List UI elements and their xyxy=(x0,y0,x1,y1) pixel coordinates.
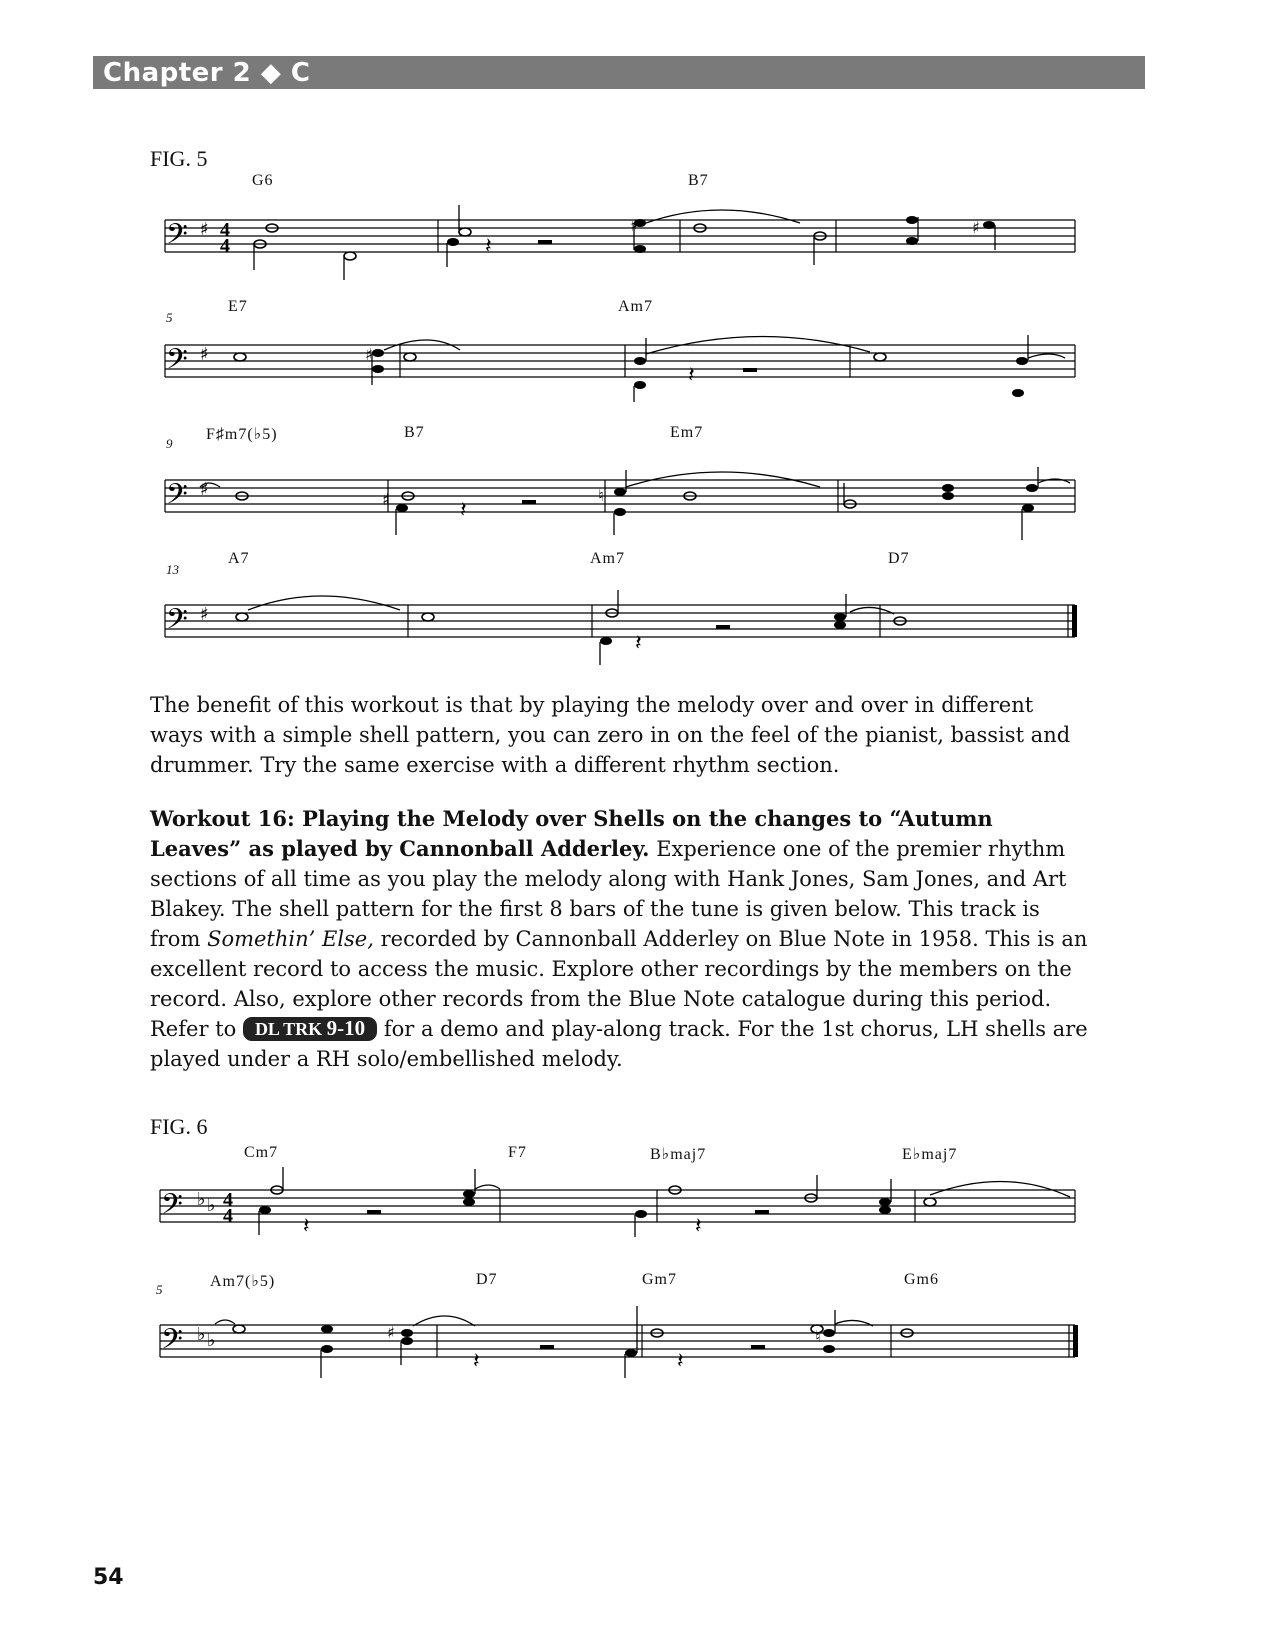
svg-text:4: 4 xyxy=(223,1205,233,1227)
measure-number: 9 xyxy=(166,436,173,451)
svg-text:𝄽: 𝄽 xyxy=(695,1214,702,1239)
chord-label: Cm7 xyxy=(244,1144,279,1161)
badge-prefix: DL TRK xyxy=(254,1019,323,1039)
svg-text:4: 4 xyxy=(223,1189,233,1211)
svg-text:𝄢: 𝄢 xyxy=(161,1188,183,1228)
svg-text:♯: ♯ xyxy=(382,490,390,509)
body-text xyxy=(150,690,1090,780)
badge-track-number: 9-10 xyxy=(326,1016,366,1040)
svg-text:♮: ♮ xyxy=(815,1327,821,1346)
chord-label: F7 xyxy=(508,1144,527,1161)
svg-text:𝄽: 𝄽 xyxy=(460,498,467,523)
svg-text:𝄽: 𝄽 xyxy=(635,631,642,656)
svg-text:♯: ♯ xyxy=(630,216,638,235)
chord-label: A7 xyxy=(228,550,250,567)
svg-text:♮: ♮ xyxy=(598,486,604,505)
svg-text:𝄢: 𝄢 xyxy=(166,218,188,258)
svg-text:4: 4 xyxy=(220,219,230,241)
svg-text:♯: ♯ xyxy=(200,479,209,500)
svg-text:♭: ♭ xyxy=(197,1324,206,1345)
svg-text:♭: ♭ xyxy=(197,1189,206,1210)
paragraph-text: Experience one of the premier rhythm sections of all time as you play the melody along with Hank Jones, Sam Jones, and Art Blakey. The shell pattern for the first 8 bars of the tune is given below. This track is from xyxy=(150,837,1067,951)
chord-label: Gm6 xyxy=(904,1271,939,1288)
workout-paragraph xyxy=(150,804,1090,1074)
chapter-title: Chapter 2 ◆ C xyxy=(103,58,311,88)
workout-title: Workout 16: Playing the Melody over Shells on the changes to “Autumn Leaves” as played by Cannonball Adderley. xyxy=(150,806,993,861)
chord-label: D7 xyxy=(888,550,910,567)
svg-text:𝄽: 𝄽 xyxy=(473,1349,480,1374)
music-staff xyxy=(160,590,1080,670)
svg-text:𝄢: 𝄢 xyxy=(166,478,188,518)
svg-text:4: 4 xyxy=(220,235,230,257)
chord-label: E♭maj7 xyxy=(902,1146,958,1163)
svg-text:𝄽: 𝄽 xyxy=(485,234,492,259)
svg-text:𝄢: 𝄢 xyxy=(166,343,188,383)
music-staff xyxy=(155,1310,1080,1390)
svg-text:♭: ♭ xyxy=(207,1195,216,1216)
svg-text:♯: ♯ xyxy=(200,219,209,240)
album-title: Somethin’ Else, xyxy=(207,927,374,951)
svg-text:♭: ♭ xyxy=(207,1330,216,1351)
svg-text:𝄽: 𝄽 xyxy=(688,363,695,388)
svg-text:♯: ♯ xyxy=(387,1323,395,1342)
chord-label: D7 xyxy=(476,1271,498,1288)
chord-label: B7 xyxy=(688,172,709,189)
chord-label: G6 xyxy=(252,172,274,189)
svg-text:♯: ♯ xyxy=(200,604,209,625)
music-staff xyxy=(155,1175,1080,1255)
svg-text:𝄽: 𝄽 xyxy=(303,1214,310,1239)
measure-number: 5 xyxy=(156,1282,163,1297)
chapter-header-bar xyxy=(93,56,1145,89)
measure-number: 5 xyxy=(166,310,173,325)
fig6-label: FIG. 6 xyxy=(150,1114,208,1139)
chord-label: Em7 xyxy=(670,424,704,441)
svg-text:♯: ♯ xyxy=(200,344,209,365)
chord-label: F♯m7(♭5) xyxy=(206,426,278,443)
svg-text:𝄽: 𝄽 xyxy=(677,1349,684,1374)
paragraph-text: for a demo and play-along track. For the 1st chorus, LH shells are played under a RH solo/embellished melody. xyxy=(150,1017,1088,1071)
chord-label: E7 xyxy=(228,298,248,315)
chord-label: Am7 xyxy=(618,298,653,315)
svg-text:𝄢: 𝄢 xyxy=(166,603,188,643)
music-staff xyxy=(160,465,1080,545)
paragraph: The benefit of this workout is that by playing the melody over and over in different ways with a simple shell pattern, you can zero in on the feel of the pianist, bassist and drummer. Try the same exercise with a different rhythm section. xyxy=(150,693,1071,777)
measure-number: 13 xyxy=(166,562,179,577)
chord-label: B7 xyxy=(404,424,425,441)
download-track-badge[interactable] xyxy=(243,1017,377,1041)
paragraph-text: recorded by Cannonball Adderley on Blue Note in 1958. This is an excellent record to access the music. Explore other recordings by the members on the record. Also, explore other records from the Blue Note catalogue during this period. Refer to xyxy=(150,927,1088,1041)
svg-text:♯: ♯ xyxy=(972,218,980,237)
svg-text:♯: ♯ xyxy=(365,345,373,364)
music-staff xyxy=(160,205,1080,285)
chord-label: Am7 xyxy=(590,550,625,567)
music-staff xyxy=(160,330,1080,410)
page-number: 54 xyxy=(93,1565,124,1590)
svg-text:𝄢: 𝄢 xyxy=(161,1323,183,1363)
fig5-label: FIG. 5 xyxy=(150,146,208,171)
chord-label: Gm7 xyxy=(642,1271,677,1288)
chord-label: Am7(♭5) xyxy=(210,1273,276,1290)
chord-label: B♭maj7 xyxy=(650,1146,707,1163)
body-text xyxy=(150,804,1090,1074)
